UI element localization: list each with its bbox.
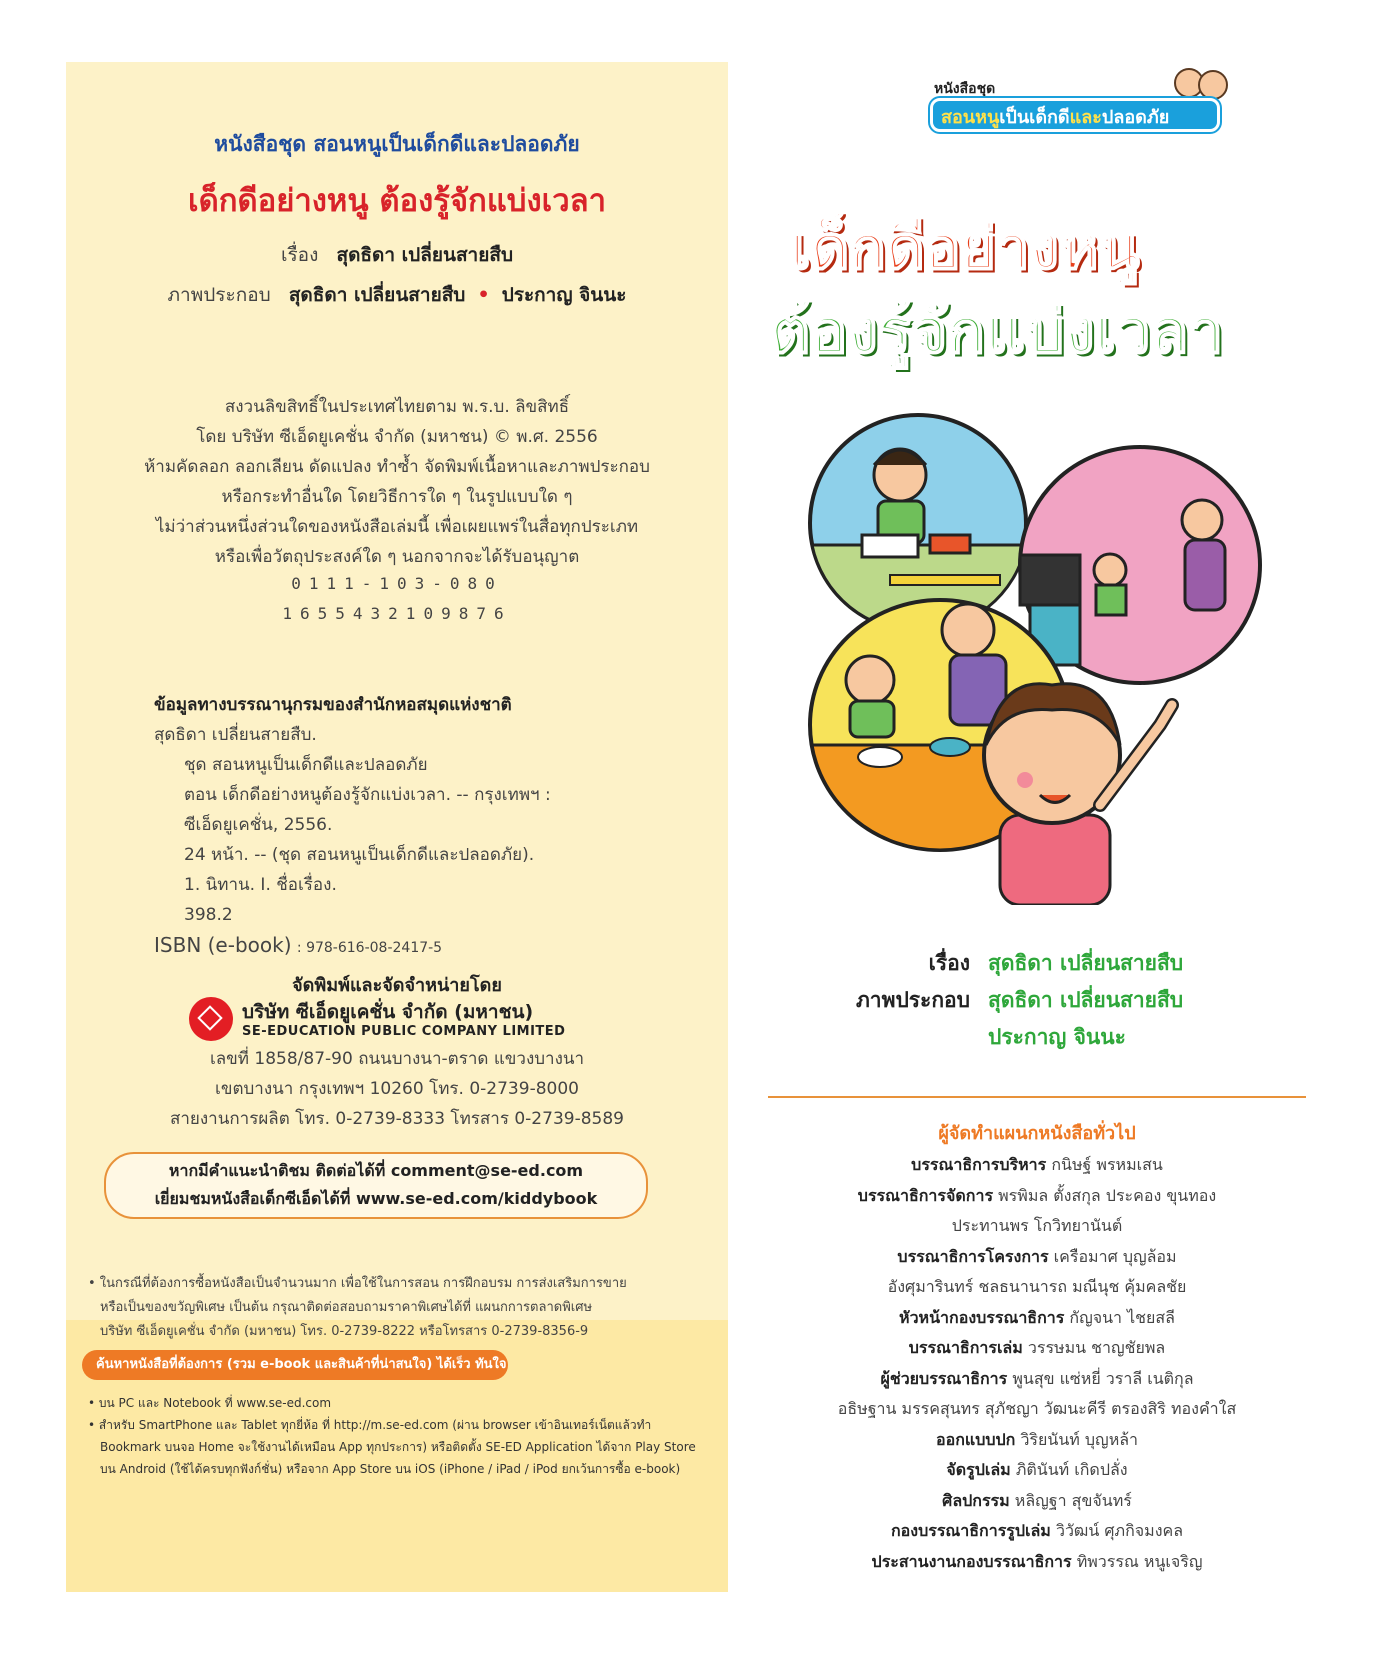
staff-row bbox=[768, 1181, 1306, 1212]
staff-role: กองบรรณาธิการรูปเล่ม bbox=[890, 1521, 1051, 1540]
staff-names: อธิษฐาน มรรคสุนทร สุภัชญา วัฒนะคีรี ตรองสิริ ทองคำใส bbox=[837, 1399, 1237, 1418]
bulk-note-line: บริษัท ซีเอ็ดยูเคชั่น จำกัด (มหาชน) โทร. 0-2739-8222 หรือโทรสาร 0-2739-8356-9 bbox=[100, 1324, 589, 1339]
publisher-heading: จัดพิมพ์และจัดจำหน่ายโดย bbox=[292, 975, 502, 996]
staff-heading: ผู้จัดทำแผนกหนังสือทั่วไป bbox=[938, 1123, 1136, 1144]
kid-face-icon bbox=[1198, 70, 1228, 100]
access-info bbox=[88, 1392, 718, 1480]
cip-heading: ข้อมูลทางบรรณานุกรมของสำนักหอสมุดแห่งชาติ bbox=[154, 695, 512, 715]
illus-author-1: สุดธิดา เปลี่ยนสายสืบ bbox=[288, 284, 466, 306]
print-code-2: 1655432109876 bbox=[282, 604, 512, 623]
study-scene bbox=[810, 415, 1026, 631]
cover-illus-author-2: ประกาญ จินนะ bbox=[988, 1025, 1126, 1049]
staff-row bbox=[768, 1547, 1306, 1578]
tv-scene bbox=[1020, 447, 1260, 683]
publisher-name-english: SE-EDUCATION PUBLIC COMPANY LIMITED bbox=[242, 1024, 566, 1039]
illustration-credit bbox=[66, 280, 728, 310]
divider bbox=[768, 1096, 1306, 1098]
staff-role: หัวหน้ากองบรรณาธิการ bbox=[899, 1307, 1065, 1327]
staff-role: จัดรูปเล่ม bbox=[946, 1460, 1011, 1479]
address-line: เลขที่ 1858/87-90 ถนนบางนา-ตราด แขวงบางนา bbox=[209, 1049, 585, 1069]
badge-series-title bbox=[930, 98, 1220, 132]
staff-role: ผู้ช่วยบรรณาธิการ bbox=[880, 1368, 1008, 1388]
cip-isbn bbox=[154, 930, 714, 963]
staff-row bbox=[768, 1394, 1306, 1425]
copyright-line: หรือกระทำอื่นใด โดยวิธีการใด ๆ ในรูปแบบใด ๆ bbox=[221, 487, 573, 507]
staff-names: เครือมาศ บุญล้อม bbox=[1053, 1246, 1177, 1266]
cip-subjects: 1. นิทาน. I. ชื่อเรื่อง. bbox=[184, 875, 337, 895]
cip-series: ชุด สอนหนูเป็นเด็กดีและปลอดภัย bbox=[184, 755, 428, 775]
contact-email-line[interactable]: หากมีคำแนะนำติชม ติดต่อได้ที่ comment@se-ed.com bbox=[168, 1161, 584, 1180]
staff-names: วรรษมน ชาญชัยพล bbox=[1027, 1338, 1166, 1357]
story-credit bbox=[66, 240, 728, 270]
access-pc-line[interactable]: • บน PC และ Notebook ที่ www.se-ed.com bbox=[88, 1396, 332, 1410]
staff-names: อังศุมารินทร์ ชลธนานารถ มณีนุช คุ้มคลชัย bbox=[887, 1277, 1187, 1296]
contact-box bbox=[104, 1152, 648, 1219]
bulk-note-line: หรือเป็นของขวัญพิเศษ เป็นต้น กรุณาติดต่อสอบถามราคาพิเศษได้ที่ แผนกการตลาดพิเศษ bbox=[100, 1300, 593, 1315]
bulk-purchase-note bbox=[88, 1272, 708, 1344]
staff-role: บรรณาธิการโครงการ bbox=[897, 1246, 1049, 1266]
cover-title-line-1: เด็กดีอย่างหนู bbox=[790, 213, 1140, 283]
separator-dot: • bbox=[477, 284, 490, 306]
cover-illus-credit bbox=[820, 982, 1300, 1019]
staff-names: หลิญฐา สุขจันทร์ bbox=[1014, 1490, 1132, 1510]
staff-row bbox=[768, 1272, 1306, 1303]
cip-author: สุดธิดา เปลี่ยนสายสืบ. bbox=[154, 725, 317, 745]
se-ed-logo-icon bbox=[189, 997, 233, 1041]
address-line: เขตบางนา กรุงเทพฯ 10260 โทร. 0-2739-8000 bbox=[215, 1079, 579, 1099]
print-code-1: 0111-103-080 bbox=[291, 574, 503, 593]
badge-part: และ bbox=[1069, 107, 1102, 128]
badge-part: เป็นเด็กดี bbox=[999, 107, 1070, 128]
illus-author-2: ประกาญ จินนะ bbox=[501, 284, 627, 306]
search-promo-tag: ค้นหาหนังสือที่ต้องการ (รวม e-book และสินค้าที่น่าสนใจ) ได้เร็ว ทันใจ bbox=[82, 1350, 508, 1380]
staff-role: ออกแบบปก bbox=[935, 1429, 1016, 1449]
staff-names: ทิพวรรณ หนูเจริญ bbox=[1076, 1551, 1203, 1571]
bulk-note-line: • ในกรณีที่ต้องการซื้อหนังสือเป็นจำนวนมาก เพื่อใช้ในการสอน การฝึกอบรม การส่งเสริมการขาย bbox=[88, 1276, 627, 1291]
staff-row bbox=[768, 1303, 1306, 1334]
staff-names: ภิตินันท์ เกิดปลั่ง bbox=[1015, 1460, 1128, 1479]
copyright-line: โดย บริษัท ซีเอ็ดยูเคชั่น จำกัด (มหาชน) © พ.ศ. 2556 bbox=[196, 427, 598, 447]
cip-publisher: ซีเอ็ดยูเคชั่น, 2556. bbox=[184, 815, 333, 835]
publisher-address bbox=[66, 1044, 728, 1134]
cover-illus-label: ภาพประกอบ bbox=[855, 988, 970, 1012]
staff-row bbox=[768, 1333, 1306, 1364]
staff-role: ประสานงานกองบรรณาธิการ bbox=[871, 1551, 1072, 1571]
isbn-label: ISBN (e-book) bbox=[154, 933, 292, 957]
series-title: หนังสือชุด สอนหนูเป็นเด็กดีและปลอดภัย bbox=[214, 132, 580, 156]
cover-title-line-2: ต้องรู้จักแบ่งเวลา bbox=[770, 294, 1224, 367]
staff-row bbox=[768, 1242, 1306, 1273]
cover-story-label: เรื่อง bbox=[928, 951, 970, 975]
cover-story-credit bbox=[820, 945, 1300, 982]
staff-row bbox=[768, 1516, 1306, 1547]
cover-story-author: สุดธิดา เปลี่ยนสายสืบ bbox=[988, 951, 1184, 975]
story-author: สุดธิดา เปลี่ยนสายสืบ bbox=[336, 244, 514, 266]
cip-title: ตอน เด็กดีอย่างหนูต้องรู้จักแบ่งเวลา. -- กรุงเทพฯ : bbox=[184, 785, 551, 805]
access-mobile-line: บน Android (ใช้ได้ครบทุกฟังก์ชั่น) หรือจาก App Store บน iOS (iPhone / iPad / iPod ยกเว้นการซื้อ e-book) bbox=[100, 1462, 681, 1476]
copyright-line: หรือเพื่อวัตถุประสงค์ใด ๆ นอกจากจะได้รับอนุญาต bbox=[214, 547, 580, 567]
badge-part: สอนหนู bbox=[941, 107, 1000, 128]
story-label: เรื่อง bbox=[280, 244, 319, 266]
staff-names: วิวัฒน์ ศุภกิจมงคล bbox=[1055, 1521, 1184, 1540]
access-mobile-line[interactable]: • สำหรับ SmartPhone และ Tablet ทุกยี่ห้อ ที่ http://m.se-ed.com (ผ่าน browser เข้าอินเทอร์เน็ตแล้วทำ bbox=[88, 1418, 652, 1432]
contact-website-line[interactable]: เยี่ยมชมหนังสือเด็กซีเอ็ดได้ที่ www.se-ed.com/kiddybook bbox=[154, 1189, 598, 1208]
illus-label: ภาพประกอบ bbox=[167, 284, 271, 306]
staff-names: วิริยนันท์ บุญหล้า bbox=[1020, 1429, 1139, 1449]
address-line: สายงานการผลิต โทร. 0-2739-8333 โทรสาร 0-2739-8589 bbox=[170, 1109, 624, 1129]
staff-row bbox=[768, 1150, 1306, 1181]
badge-part: ปลอดภัย bbox=[1101, 107, 1170, 128]
cover-illus-author-1: สุดธิดา เปลี่ยนสายสืบ bbox=[988, 988, 1184, 1012]
staff-list bbox=[768, 1150, 1306, 1577]
badge-series-label: หนังสือชุด bbox=[934, 81, 996, 97]
isbn-value: : 978-616-08-2417-5 bbox=[296, 940, 443, 956]
cip-pages: 24 หน้า. -- (ชุด สอนหนูเป็นเด็กดีและปลอดภัย). bbox=[184, 845, 535, 865]
cip-class-number: 398.2 bbox=[184, 905, 233, 925]
staff-role: บรรณาธิการจัดการ bbox=[857, 1185, 994, 1205]
staff-names: กัญจนา ไชยสลี bbox=[1069, 1307, 1175, 1327]
staff-names: พรพิมล ตั้งสกุล ประคอง ขุนทอง bbox=[998, 1185, 1217, 1205]
cover-credits bbox=[820, 945, 1300, 1056]
staff-names: กนิษฐ์ พรหมเสน bbox=[1051, 1155, 1163, 1174]
copyright-line: ห้ามคัดลอก ลอกเลียน ดัดแปลง ทำซ้ำ จัดพิมพ์เนื้อหาและภาพประกอบ bbox=[144, 457, 650, 477]
girl-pointing bbox=[984, 684, 1172, 905]
staff-row bbox=[768, 1211, 1306, 1242]
cover-illustration bbox=[800, 405, 1280, 905]
staff-role: บรรณาธิการเล่ม bbox=[908, 1338, 1023, 1357]
cataloging-data bbox=[154, 690, 714, 963]
staff-names: ประทานพร โกวิทยานันต์ bbox=[951, 1216, 1123, 1235]
copyright-notice bbox=[66, 392, 728, 572]
publisher-name-thai: บริษัท ซีเอ็ดยูเคชั่น จำกัด (มหาชน) bbox=[242, 1001, 534, 1023]
copyright-line: สงวนลิขสิทธิ์ในประเทศไทยตาม พ.ร.บ. ลิขสิทธิ์ bbox=[224, 397, 570, 417]
access-mobile-line: Bookmark บนจอ Home จะใช้งานได้เหมือน App ทุกประการ) หรือติดตั้ง SE-ED Application ได้จาก Play Store bbox=[100, 1440, 696, 1454]
book-title: เด็กดีอย่างหนู ต้องรู้จักแบ่งเวลา bbox=[187, 183, 607, 219]
staff-row bbox=[768, 1455, 1306, 1486]
staff-row bbox=[768, 1486, 1306, 1517]
cover-illus-credit-2 bbox=[820, 1019, 1300, 1056]
imprint-panel bbox=[66, 62, 728, 1592]
copyright-line: ไม่ว่าส่วนหนึ่งส่วนใดของหนังสือเล่มนี้ เพื่อเผยแพร่ในสื่อทุกประเภท bbox=[155, 517, 639, 537]
series-badge bbox=[930, 70, 1230, 138]
staff-names: พูนสุข แซ่หยี่ วราลี เนติกุล bbox=[1012, 1368, 1194, 1388]
staff-role: ศิลปกรรม bbox=[942, 1490, 1010, 1510]
staff-row bbox=[768, 1364, 1306, 1395]
staff-role: บรรณาธิการบริหาร bbox=[911, 1155, 1047, 1174]
staff-row bbox=[768, 1425, 1306, 1456]
